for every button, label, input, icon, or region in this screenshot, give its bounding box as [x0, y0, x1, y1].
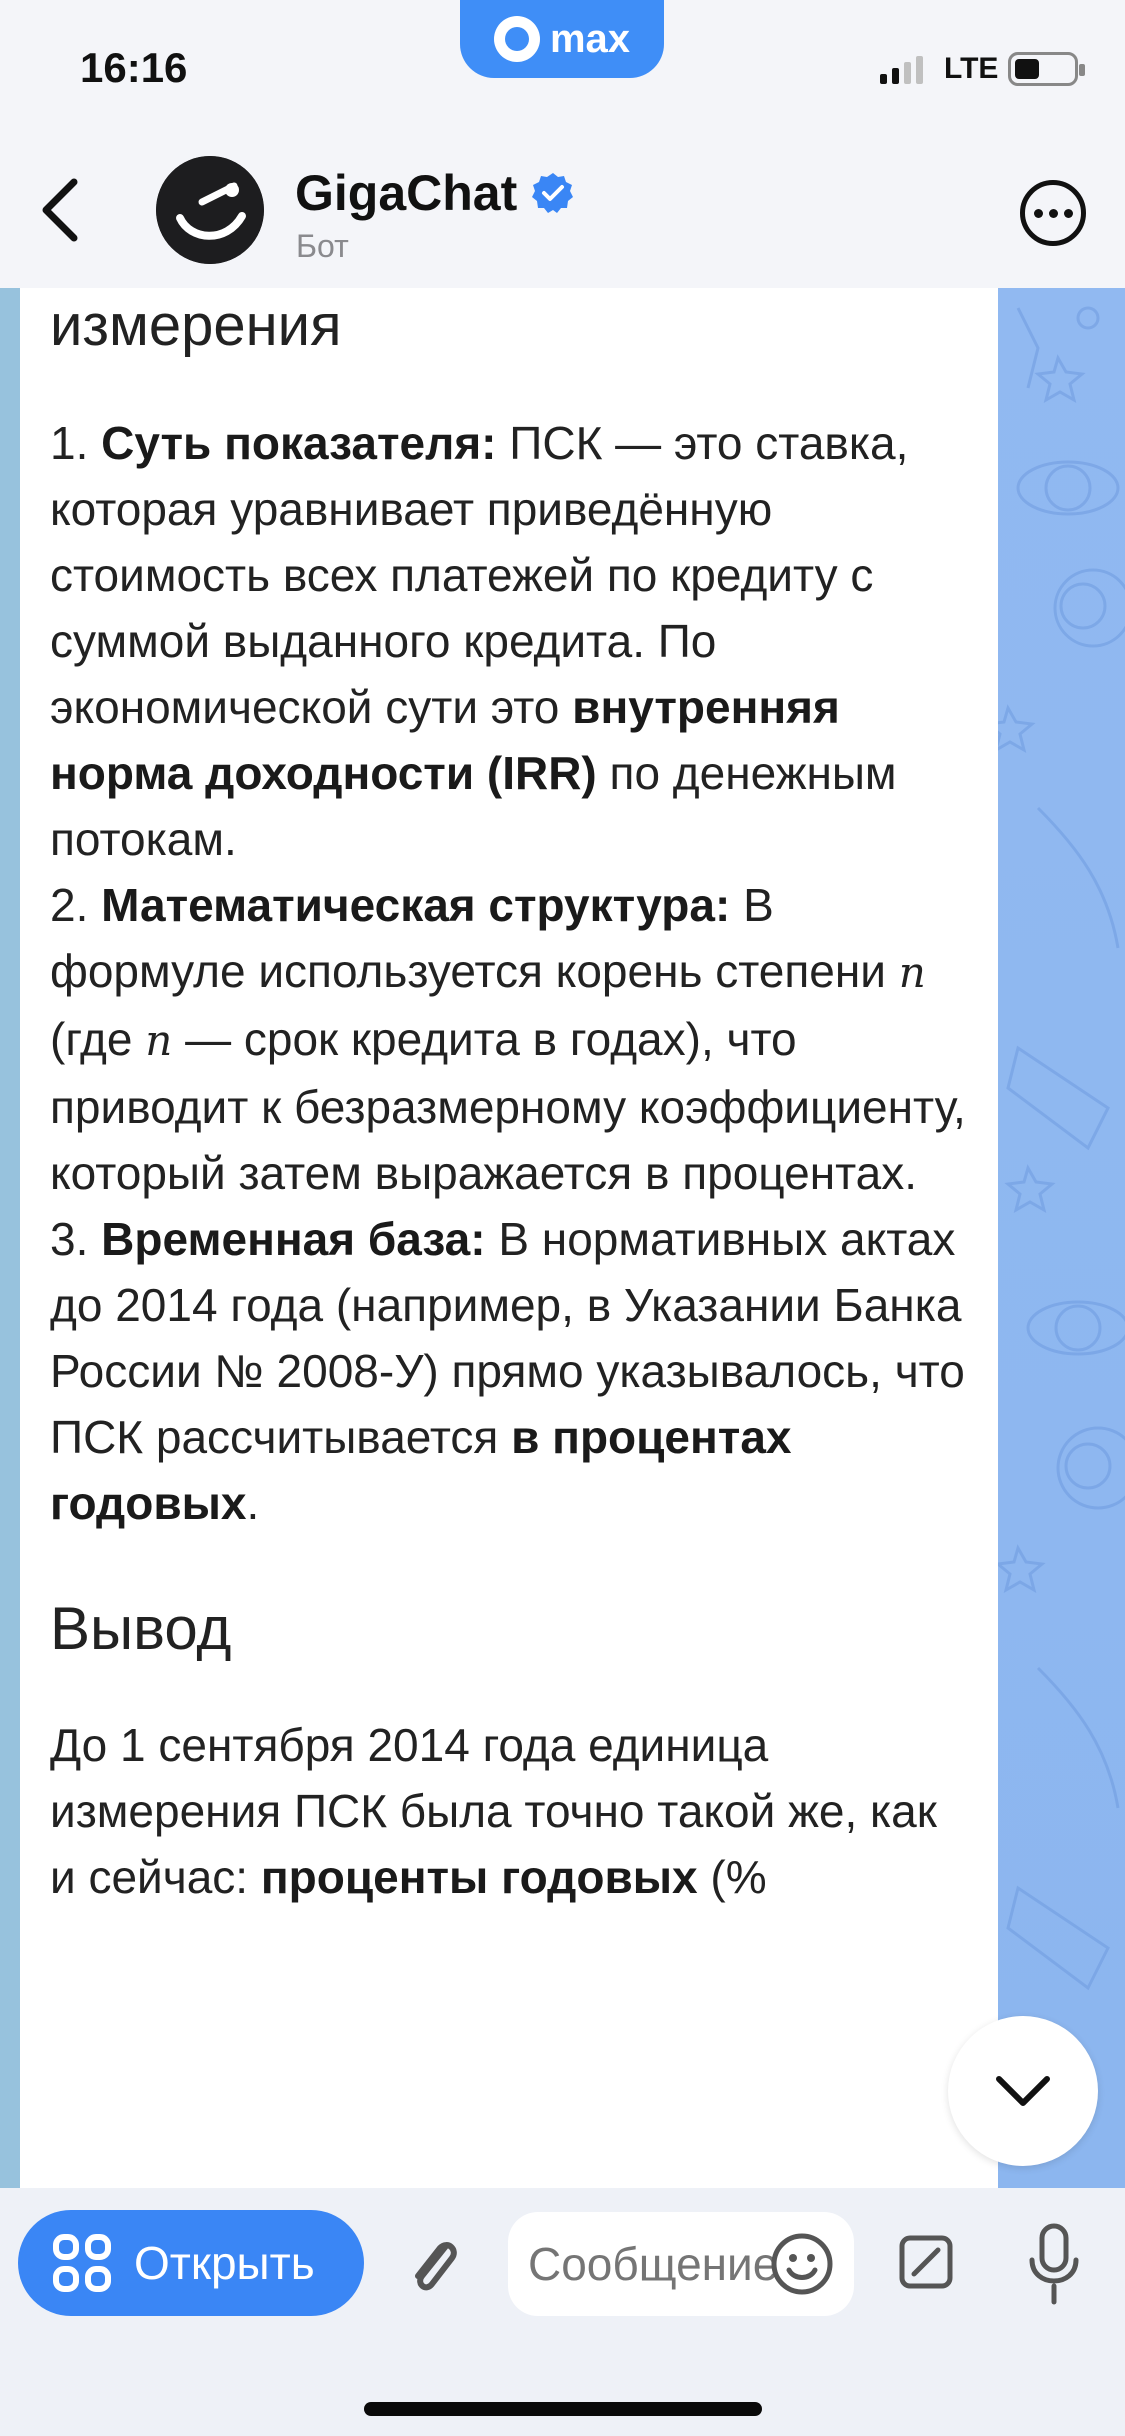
- chat-edge-strip: [0, 288, 20, 2188]
- section-title: Вывод: [50, 1595, 232, 1662]
- verified-badge-icon: [531, 171, 575, 215]
- gigachat-logo-icon: [156, 156, 264, 264]
- composer-bar: [0, 2188, 1125, 2436]
- item2-var-n: n: [898, 948, 926, 997]
- list-item: [50, 410, 968, 872]
- section-heading-fragment: измерения: [50, 293, 342, 358]
- apps-grid-icon: [52, 2233, 112, 2293]
- paperclip-icon[interactable]: [400, 2232, 470, 2302]
- item3-bold: в процентах годовых: [50, 1411, 792, 1529]
- home-indicator: [364, 2402, 762, 2416]
- signal-icon: [880, 56, 923, 84]
- item3-title: Временная база:: [101, 1213, 486, 1265]
- chat-title-text: GigaChat: [295, 165, 518, 221]
- item3-text-a: В нормативных актах до 2014 года (например, в Указании Банка России № 2008-У) прямо указывалось, что ПСК рассчитывается: [50, 1213, 965, 1463]
- max-app-pill[interactable]: [460, 0, 664, 78]
- open-button[interactable]: [18, 2210, 364, 2316]
- item3-text-b: .: [246, 1477, 260, 1529]
- max-logo-icon: [494, 16, 540, 62]
- space-pattern-icon: [998, 288, 1125, 2188]
- item3-number: 3.: [50, 1213, 89, 1265]
- item1-bold: внутренняя норма доходности (IRR): [50, 681, 840, 799]
- top-bar: [0, 0, 1125, 288]
- bot-message-bubble: [20, 288, 998, 2188]
- conclusion-paragraph: [50, 1712, 968, 1910]
- chat-title[interactable]: [295, 164, 575, 222]
- sticker-icon[interactable]: [898, 2234, 954, 2290]
- item2-text-b: (где: [50, 1013, 146, 1065]
- back-arrow-icon[interactable]: [30, 170, 90, 250]
- chat-subtitle: Бот: [296, 228, 349, 264]
- max-label: max: [549, 16, 631, 61]
- chevron-down-icon: [993, 2071, 1053, 2111]
- item1-title: Суть показателя:: [101, 417, 497, 469]
- list-item: [50, 872, 968, 1206]
- list-item: [50, 1206, 968, 1536]
- battery-icon: [1008, 52, 1078, 86]
- scroll-down-button[interactable]: [948, 2016, 1098, 2166]
- more-options-icon[interactable]: [1020, 180, 1086, 246]
- item2-title: Математическая структура:: [101, 879, 731, 931]
- item1-text-b: по денежным потокам.: [50, 747, 897, 865]
- item2-text-a: В формуле используется корень степени: [50, 879, 899, 997]
- item1-number: 1.: [50, 417, 89, 469]
- conclusion-text-b: (%: [697, 1851, 767, 1903]
- avatar[interactable]: [156, 156, 264, 264]
- conclusion-text-a: До 1 сентября 2014 года единица измерения ПСК была точно такой же, как и сейчас:: [50, 1719, 937, 1903]
- open-button-label: Открыть: [134, 2237, 315, 2289]
- item2-var-n-2: n: [145, 1016, 173, 1065]
- conclusion-bold: проценты годовых: [260, 1851, 698, 1903]
- status-time: 16:16: [80, 44, 188, 91]
- microphone-icon[interactable]: [1026, 2222, 1082, 2308]
- network-label: LTE: [944, 52, 999, 85]
- item1-text-a: ПСК — это ставка, которая уравнивает приведённую стоимость всех платежей по кредиту с суммой выданного кредита. По экономической сути это: [50, 417, 909, 733]
- item2-number: 2.: [50, 879, 89, 931]
- item2-text-c: — срок кредита в годах), что приводит к безразмерному коэффициенту, который затем выражается в процентах.: [50, 1013, 966, 1199]
- emoji-icon[interactable]: [770, 2232, 834, 2296]
